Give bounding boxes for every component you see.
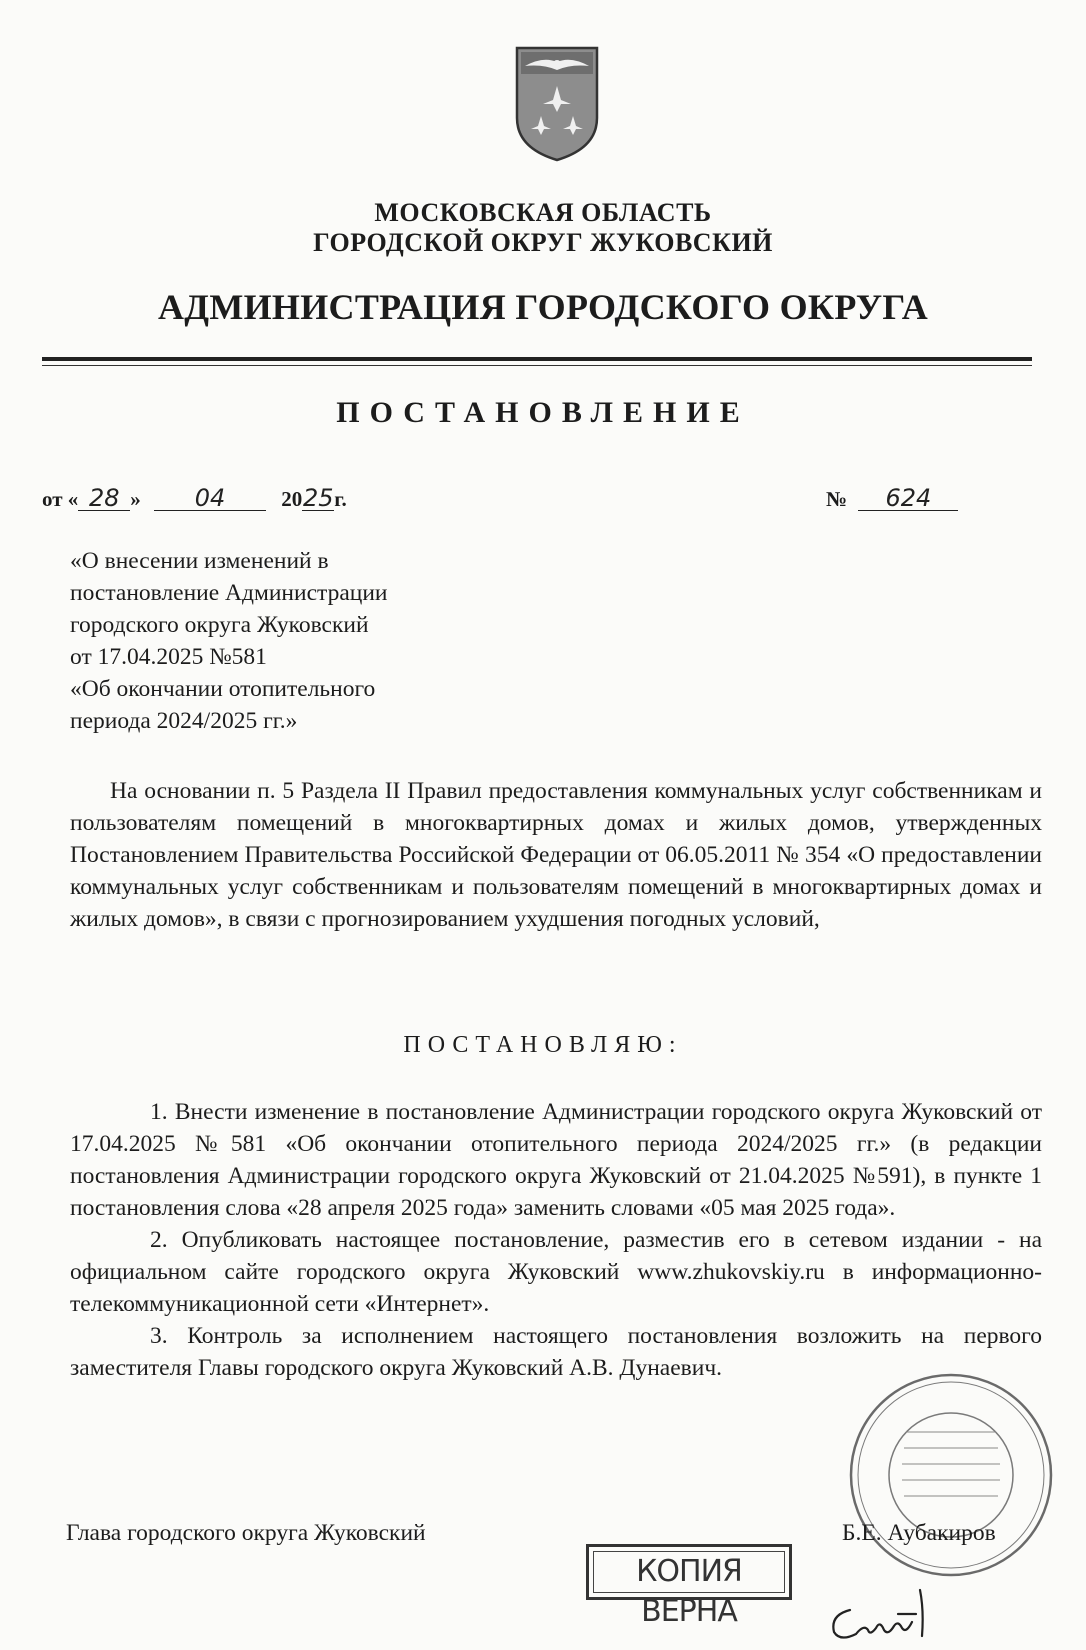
date-month: 04 bbox=[154, 486, 266, 511]
resolution-item-2: 2. Опубликовать настоящее постановление, разместив его в сетевом издании - на официальном сайте городского округа Жуковский www.zhukovskiy.ru в информационно-телекоммуникационной сети «Интернет». bbox=[70, 1227, 1042, 1317]
header-divider-thick bbox=[42, 357, 1032, 361]
date-prefix: от « bbox=[42, 487, 79, 511]
signatory-name: Б.Е. Аубакиров bbox=[842, 1520, 996, 1546]
subject-line: от 17.04.2025 №581 bbox=[70, 644, 267, 670]
resolution-item-3: 3. Контроль за исполнением настоящего постановления возложить на первого заместителя Главы городского округа Жуковский А.В. Дунаевич. bbox=[70, 1323, 1042, 1381]
date-line bbox=[42, 486, 347, 512]
number-value: 624 bbox=[858, 486, 958, 511]
region-heading: МОСКОВСКАЯ ОБЛАСТЬ bbox=[374, 198, 712, 227]
subject-line: постановление Администрации bbox=[70, 580, 388, 606]
date-year-suffix: 25 bbox=[303, 484, 334, 512]
copy-certified-stamp bbox=[586, 1544, 792, 1629]
copy-stamp-text: КОПИЯ ВЕРНА bbox=[593, 1551, 785, 1593]
subject-line: «О внесении изменений в bbox=[70, 548, 329, 574]
signatory-position: Глава городского округа Жуковский bbox=[66, 1520, 426, 1546]
number-label: № bbox=[826, 487, 848, 511]
administration-heading: АДМИНИСТРАЦИЯ ГОРОДСКОГО ОКРУГА bbox=[157, 287, 929, 327]
resolution-item-1: 1. Внести изменение в постановление Администрации городского округа Жуковский от 17.04.2025 №581 «Об окончании отопительного периода 2024/2025 гг.» (в редакции постановления Администрации городского округа Жуковский от 21.04.2025 №591), в пункте 1 постановления слова «28 апреля 2025 года» заменить словами «05 мая 2025 года». bbox=[70, 1099, 1042, 1221]
date-day: 28 bbox=[78, 486, 130, 511]
date-mid: » bbox=[130, 487, 141, 511]
document-type-title: ПОСТАНОВЛЕНИЕ bbox=[336, 396, 750, 429]
official-round-seal bbox=[846, 1370, 1056, 1580]
preamble-paragraph: На основании п. 5 Раздела II Правил предоставления коммунальных услуг собственникам и пользователям помещений в многоквартирных домах и жилых домов, утвержденных Постановлением Правительства Российской Федерации от 06.05.2011 № 354 «О предоставлении коммунальных услуг собственникам и пользователям помещений в многоквартирных домах и жилых домов», в связи с прогнозированием ухудшения погодных условий, bbox=[70, 778, 1042, 932]
date-year-prefix: 20 bbox=[281, 487, 303, 511]
subject-block bbox=[70, 545, 490, 737]
header-divider-thin bbox=[42, 365, 1032, 366]
district-heading: ГОРОДСКОЙ ОКРУГ ЖУКОВСКИЙ bbox=[313, 228, 773, 257]
subject-line: периода 2024/2025 гг.» bbox=[70, 708, 298, 734]
handwritten-signature bbox=[820, 1570, 960, 1650]
resolve-heading: ПОСТАНОВЛЯЮ: bbox=[403, 1032, 683, 1058]
subject-line: «Об окончании отопительного bbox=[70, 676, 376, 702]
coat-of-arms-emblem bbox=[513, 44, 601, 164]
resolution-items bbox=[70, 1096, 1042, 1384]
date-year-end: г. bbox=[334, 487, 347, 511]
document-number bbox=[826, 486, 958, 512]
subject-line: городского округа Жуковский bbox=[70, 612, 369, 638]
